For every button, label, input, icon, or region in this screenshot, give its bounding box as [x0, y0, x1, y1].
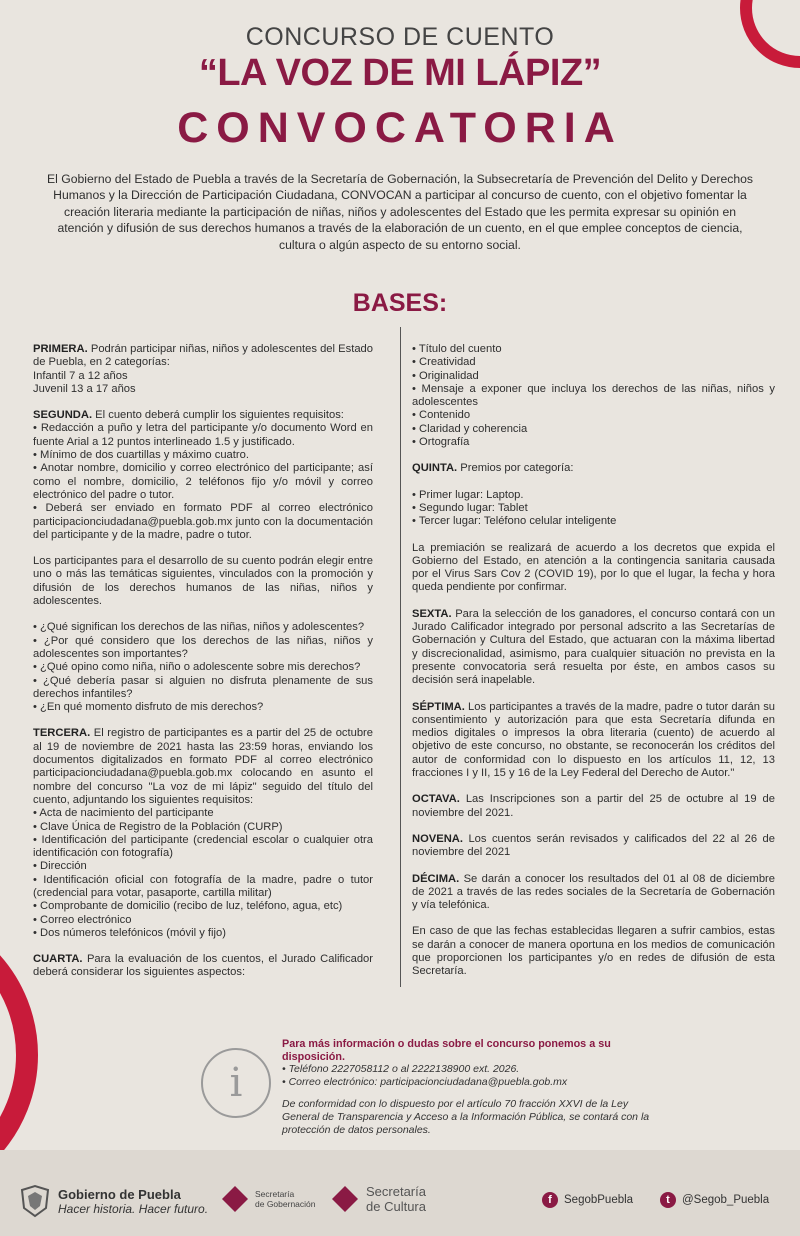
- puebla-shield-icon: [18, 1184, 52, 1218]
- list-item: • Dirección: [33, 860, 373, 873]
- sec-gob-line: de Gobernación: [255, 1199, 316, 1209]
- list-item: • Identificación oficial con fotografía de la madre, padre o tutor (credencial para votar, pasaporte, cartilla militar): [33, 874, 373, 901]
- list-item: • Deberá ser enviado en formato PDF al correo electrónico participacionciudadana@puebla.gob.mx junto con la documentación del participante y de la madre, padre o tutor.: [33, 502, 373, 542]
- facebook-handle: SegobPuebla: [564, 1194, 634, 1206]
- category-line: Juvenil 13 a 17 años: [33, 382, 136, 395]
- sec-cult-line: Secretaría: [366, 1184, 426, 1199]
- clause-decima: [412, 873, 775, 913]
- clause-octava: [412, 793, 775, 820]
- aspects-list: [412, 343, 775, 449]
- list-item: • Segundo lugar: Tablet: [412, 502, 775, 515]
- list-item: • Originalidad: [412, 370, 775, 383]
- header: [0, 22, 800, 152]
- facebook-link[interactable]: [542, 1192, 633, 1208]
- clause-text: Premios por categoría:: [460, 462, 574, 475]
- gov-name: Gobierno de Puebla: [58, 1186, 181, 1202]
- column-divider: [400, 327, 401, 987]
- sec-cult-line: de Cultura: [366, 1199, 426, 1214]
- clause-label: DÉCIMA.: [412, 872, 460, 885]
- clause-text: Podrán participar niñas, niños y adolescentes del Estado de Puebla, en 2 categorías:: [33, 343, 373, 369]
- contest-subtitle: CONCURSO DE CUENTO: [245, 23, 555, 51]
- list-item: • Correo electrónico: [33, 914, 373, 927]
- facebook-icon: f: [542, 1192, 558, 1208]
- list-item: • Comprobante de domicilio (recibo de luz, teléfono, agua, etc): [33, 900, 373, 913]
- left-column: [33, 343, 373, 993]
- legal-notice: De conformidad con lo dispuesto por el artículo 70 fracción XXVI de la Ley General de Transparencia y Acceso a la Información Pública, se contará con la protección de datos personales.: [282, 1098, 650, 1136]
- list-item: • Anotar nombre, domicilio y correo electrónico del participante; así como el nombre, domicilio, 2 teléfonos fijo y/o móvil y correo electrónico del padre o tutor.: [33, 462, 373, 502]
- cultura-emblem-icon: [330, 1184, 360, 1214]
- intro-line: creación literaria mediante la participación de niñas, niños y adolescentes del Estado que les permita expresar su opinión en: [63, 204, 737, 219]
- info-email: Correo electrónico: participacionciudadana@puebla.gob.mx: [288, 1075, 568, 1088]
- list-item: • Claridad y coherencia: [412, 423, 775, 436]
- clause-text: Las Inscripciones son a partir del 25 de octubre al 19 de noviembre del 2021.: [412, 793, 776, 819]
- list-item: • Redacción a puño y letra del participante y/o documento Word en fuente Arial a 12 puntos interlineado 1.5 y justificado.: [33, 422, 373, 449]
- clause-label: CUARTA.: [33, 953, 83, 966]
- clause-text: Los participantes a través de la madre, padre o tutor darán su consentimiento y autorización para que esta Secretaría difunda en medios digitales o impresos la obra literaria (cuento) de acuerdo al objetivo de este concurso, no obstante, se reconocerán los créditos del autor de conformidad con lo dispuesto en los artículos 11, 12, 13 fracciones I y II, 15 y 16 de la Ley Federal del Derecho de Autor.": [412, 700, 776, 780]
- list-item: • Ortografía: [412, 436, 775, 449]
- clause-septima: [412, 701, 775, 781]
- twitter-handle: @Segob_Puebla: [682, 1194, 770, 1206]
- list-item: • Dos números telefónicos (móvil y fijo): [33, 927, 373, 940]
- prizes-list: [412, 489, 775, 529]
- list-item: • ¿Qué opino como niña, niño o adolescente sobre mis derechos?: [33, 661, 373, 674]
- award-paragraph: La premiación se realizará de acuerdo a los decretos que expida el Gobierno del Estado, en atención a la contingencia sanitaria causada por el Virus Sars Cov 2 (COVID 19), por lo que el lugar, la fecha y hora queda pendiente por confirmar.: [412, 541, 775, 594]
- clause-label: NOVENA.: [412, 832, 463, 845]
- clause-label: SEXTA.: [412, 607, 452, 620]
- list-item: • Título del cuento: [412, 343, 775, 356]
- bases-heading: BASES:: [352, 289, 448, 317]
- clause-segunda: [33, 409, 373, 422]
- list-item: • ¿Qué debería pasar si alguien no disfruta plenamente de sus derechos infantiles?: [33, 675, 373, 702]
- changes-paragraph: En caso de que las fechas establecidas llegaren a sufrir cambios, estas se darán a conocer de manera oportuna en los medios de comunicación que proporcionen los participantes y/o en redes de difusión de esta Secretaría.: [412, 925, 775, 978]
- list-item: • Tercer lugar: Teléfono celular inteligente: [412, 515, 775, 528]
- list-item: • ¿En qué momento disfruto de mis derechos?: [33, 701, 373, 714]
- list-item: • ¿Qué significan los derechos de las niñas, niños y adolescentes?: [33, 621, 373, 634]
- info-icon: i: [201, 1048, 271, 1118]
- clause-label: SÉPTIMA.: [412, 700, 465, 713]
- list-item: • Mínimo de dos cuartillas y máximo cuatro.: [33, 449, 373, 462]
- gov-slogan: Hacer historia. Hacer futuro.: [58, 1201, 209, 1216]
- clause-label: QUINTA.: [412, 462, 458, 475]
- list-item: • Primer lugar: Laptop.: [412, 489, 775, 502]
- clause-label: SEGUNDA.: [33, 409, 93, 422]
- clause-label: TERCERA.: [33, 727, 91, 740]
- clause-label: OCTAVA.: [412, 793, 460, 806]
- page-title: CONVOCATORIA: [177, 104, 623, 152]
- intro-line: El Gobierno del Estado de Puebla a través de la Secretaría de Gobernación, la Subsecretaría de Prevención del Delito y Derechos: [47, 172, 753, 186]
- themes-list: [33, 621, 373, 714]
- list-item: • Clave Única de Registro de la Población (CURP): [33, 821, 373, 834]
- list-item: • Creatividad: [412, 356, 775, 369]
- gobernacion-emblem-icon: [220, 1184, 250, 1214]
- clause-label: PRIMERA.: [33, 343, 88, 355]
- intro-line: atención y difusión de sus derechos humanos a través de la elaboración de un cuento, en el que emplee conceptos de ciencia,: [57, 221, 743, 236]
- clause-quinta: [412, 462, 775, 475]
- clause-text: Los cuentos serán revisados y calificados del 22 al 26 de noviembre del 2021: [412, 832, 775, 859]
- info-box: [282, 1038, 662, 1136]
- contest-title: “LA VOZ DE MI LÁPIZ”: [198, 52, 602, 94]
- sec-gob-line: Secretaría: [255, 1189, 295, 1199]
- list-item: • Contenido: [412, 409, 775, 422]
- clause-text: El registro de participantes es a partir del 25 de octubre al 19 de noviembre de 2021 hasta las 23:59 horas, enviando los documentos digitalizados en formato PDF al correo electrónico participacionciudadana@puebla.gob.mx colocando en asunto el nombre del concurso "La voz de mi lápiz" seguido del título del cuento, adjuntando los siguientes requisitos:: [33, 727, 374, 806]
- clause-text: El cuento deberá cumplir los siguientes requisitos:: [95, 409, 344, 422]
- secretaria-gobernacion-logo: [220, 1184, 316, 1214]
- twitter-link[interactable]: [660, 1192, 769, 1208]
- clause-text: Para la selección de los ganadores, el concurso contará con un Jurado Calificador integrado por personal adscrito a las Secretarías de Gobernación y Cultura del Estado, que actuaran con la máxima libertad y discrecionalidad, asimismo, para cualquier situación no prevista en la presente convocatoria será resuelta por éste, en ambos casos su decisión será inapelable.: [412, 607, 776, 687]
- list-item: • Identificación del participante (credencial escolar o cualquier otra identificación con fotografía): [33, 834, 373, 861]
- themes-intro: Los participantes para el desarrollo de su cuento podrán elegir entre uno o más las temáticas siguientes, vinculados con la promoción y difusión de los derechos humanos de las niñas, niños y adolescentes.: [33, 555, 373, 608]
- category-line: Infantil 7 a 12 años: [33, 369, 128, 382]
- secretaria-cultura-logo: [330, 1184, 426, 1214]
- intro-line: Humanos y la Dirección de Participación Ciudadana, CONVOCAN a participar al concurso de cuento, con el objetivo fomentar la: [53, 188, 747, 203]
- gobierno-puebla-logo: [18, 1184, 208, 1218]
- footer: [0, 1150, 800, 1236]
- info-phone-row: • Teléfono 2227058112 o al 2222138900 ext. 2026.: [282, 1063, 520, 1076]
- list-item: • ¿Por qué considero que los derechos de las niñas, niños y adolescentes son importantes?: [33, 635, 373, 662]
- documents-list: [33, 807, 373, 940]
- clause-sexta: [412, 608, 775, 688]
- clause-cuarta: [33, 953, 373, 980]
- info-phone: Teléfono 2227058112 o al 2222138900 ext. 2026.: [288, 1063, 520, 1076]
- clause-primera: [33, 343, 373, 396]
- clause-text: Para la evaluación de los cuentos, el Jurado Calificador deberá considerar los siguientes aspectos:: [33, 953, 374, 979]
- list-item: • Mensaje a exponer que incluya los derechos de las niñas, niños y adolescentes: [412, 383, 775, 410]
- intro-paragraph: [40, 171, 760, 253]
- twitter-icon: t: [660, 1192, 676, 1208]
- clause-novena: [412, 833, 775, 860]
- right-column: [412, 343, 775, 992]
- info-title: Para más información o dudas sobre el concurso ponemos a su disposición.: [282, 1038, 611, 1063]
- list-item: • Acta de nacimiento del participante: [33, 807, 373, 820]
- intro-line: cultura o algún aspecto de su entorno social.: [279, 237, 521, 252]
- clause-text: Se darán a conocer los resultados del 01 al 08 de diciembre de 2021 a través de las redes sociales de la Secretaría de Gobernación y vía telefónica.: [412, 872, 775, 912]
- clause-tercera: [33, 727, 373, 807]
- requirements-list: [33, 422, 373, 542]
- info-email-row: • Correo electrónico: participacionciudadana@puebla.gob.mx: [282, 1075, 568, 1088]
